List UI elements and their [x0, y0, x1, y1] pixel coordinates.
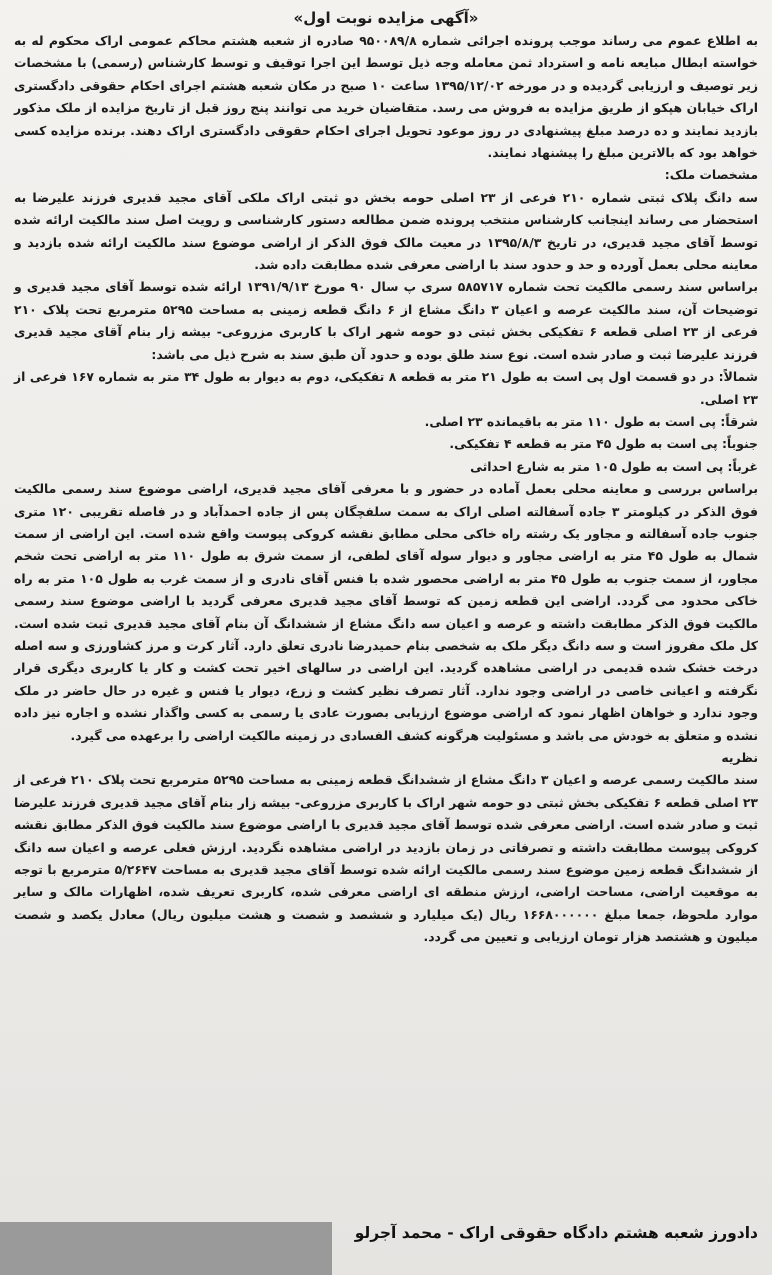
signature: دادورز شعبه هشتم دادگاه حقوقی اراک - محمد آجرلو	[354, 1224, 758, 1242]
footer	[0, 1222, 772, 1275]
boundary-west: غرباً: پی است به طول ۱۰۵ متر به شارع احداثی	[470, 458, 758, 474]
site-inspection-paragraph: براساس بررسی و معاینه محلی بعمل آماده در حضور و با معرفی آقای مجید قدیری، اراضی موضوع سند رسمی مالکیت فوق الذکر در کیلومتر ۳ جاده آسفالته اصلی اراک به سمت سلفچگان پس از جاده احمدآباد و در فاصله تقریبی ۱۲۰ متری جنوب جاده آسفالته و مجاور یک رشته راه خاکی محلی مطابق نقشه کروکی پیوست واقع شده است. این اراضی از سمت شمال به طول ۴۵ متر به اراضی مجاور و دیوار سوله آقای لطفی، از سمت شرق به طول ۱۱۰ متر به اراضی تحت شخم مجاور، از سمت جنوب به طول ۴۵ متر به اراضی محصور شده با فنس آقای نادری و از سمت غرب به طول ۱۰۵ متر به راه خاکی محدود می گردد. اراضی این قطعه زمین که توسط آقای مجید قدیری معرفی گردید با اراضی موضوع سند رسمی مالکیت فوق الذکر مطابقت داشته و عرصه و اعیان سه دانگ مشاع از ششدانگ آن بنام آقای مجید قدیری ثبت شده است. کل ملک مفروز است و سه دانگ دیگر ملک به شخصی بنام حمیدرضا نادری تعلق دارد. آثار کرت و مرز کشاورزی و سه اصله درخت خشک شده قدیمی در اراضی مشاهده گردید. این اراضی در سالهای اخیر تحت کشت و کار یا کاربری دیگری قرار نگرفته و اعیانی خاصی در اراضی وجود ندارد. آثار تصرف نظیر کشت و زرع، دیوار یا فنس و غیره در حال حاضر در ملک وجود ندارد و خواهان اظهار نمود که اراضی موضوع ارزیابی بصورت عادی یا رسمی به کسی واگذار نشده و اجاره نیز داده نشده و متعلق به خودش می باشد و مسئولیت هرگونه کشف الفسادی در زمینه مالکیت اراضی را برعهده می گیرد.	[14, 481, 758, 743]
property-specs-heading: مشخصات ملک:	[664, 167, 758, 183]
opinion-paragraph: سند مالکیت رسمی عرصه و اعیان ۳ دانگ مشاع از ششدانگ قطعه زمینی به مساحت ۵۲۹۵ مترمربع تحت پلاک ۲۱۰ فرعی از ۲۳ اصلی قطعه ۶ تفکیکی بخش ثبتی دو حومه شهر اراک با کاربری مزروعی- بیشه زار بنام آقای مجید قدیری فرزند علیرضا ثبت و صادر شده است. اراضی معرفی شده توسط آقای مجید قدیری با اراضی موضوع سند مالکیت فوق الذکر مطابق نقشه کروکی پیوست مطابقت داشته و تصرفاتی در زمان بازدید در اراضی مشاهده نگردید. ارزش فعلی عرصه و اعیان سه دانگ از ششدانگ قطعه زمین موضوع سند رسمی مالکیت ارائه شده توسط آقای مجید قدیری به مساحت ۵/۲۶۴۷ مترمربع با توجه به موقعیت اراضی، مساحت اراضی، ارزش منطقه ای اراضی معرفی شده، کاربری تعریف شده، اظهارات مالک و سایر موارد ملحوظ، جمعا مبلغ ۱۶۶۸۰۰۰۰۰۰ ریال (یک میلیارد و ششصد و شصت و هشت میلیون ریال) معادل یکصد و شصت میلیون و هشتصد هزار تومان ارزیابی و تعیین می گردد.	[14, 772, 759, 945]
boundary-north: شمالاً: در دو قسمت اول پی است به طول ۲۱ متر به قطعه ۸ تفکیکی، دوم به دیوار به طول ۳۴ متر به شماره ۱۶۷ فرعی از ۲۳ اصلی.	[14, 369, 758, 407]
notice-body	[14, 6, 758, 949]
notice-title: «آگهی مزایده نوبت اول»	[293, 9, 479, 27]
intro-paragraph: به اطلاع عموم می رساند موجب پرونده اجرائی شماره ۹۵۰۰۸۹/۸ صادره از شعبه هشتم محاکم عمومی اراک محکوم له به خواسته ابطال مبایعه نامه و استرداد ثمن معامله وجه ذیل توسط این اجرا توقیف و توسط کارشناس (رسمی) با مشخصات زیر توصیف و ارزیابی گردیده و در مورخه ۱۳۹۵/۱۲/۰۲ ساعت ۱۰ صبح در مکان شعبه هشتم اجرای احکام حقوقی دادگستری اراک خیابان هپکو از طریق مزایده به فروش می رسد. متقاضیان خرید می توانند پنج روز قبل از تاریخ مزایده از ملک مذکور بازدید نمایند و ده درصد مبلغ پیشنهادی در روز موعود تحویل اجرای احکام حقوقی دادگستری اراک دهند. برنده مزایده کسی خواهد بود که بالاترین مبلغ را پیشنهاد نمایند.	[14, 33, 758, 161]
gray-strip	[0, 1222, 332, 1275]
boundary-east: شرقاً: پی است به طول ۱۱۰ متر به باقیمانده ۲۳ اصلی.	[424, 413, 758, 429]
expert-report-paragraph: سه دانگ پلاک ثبتی شماره ۲۱۰ فرعی از ۲۳ اصلی حومه بخش دو ثبتی اراک ملکی آقای مجید قدیری فرزند علیرضا به استحضار می رساند اینجانب کارشناس منتخب پرونده ضمن مطالعه دستور کارشناسی و رویت اصل سند مالکیت ارائه شده توسط آقای مجید قدیری، در تاریخ ۱۳۹۵/۸/۳ در معیت مالک فوق الذکر از اراضی موضوع سند مالکیت ارائه شده بازدید و معاینه محلی بعمل آورده و حد و حدود سند با اراضی معرفی شده مطابقت داده شد.	[14, 189, 758, 273]
boundary-south: جنوباً: پی است به طول ۴۵ متر به قطعه ۴ تفکیکی.	[449, 436, 758, 452]
deed-paragraph: براساس سند رسمی مالکیت تحت شماره ۵۸۵۷۱۷ سری پ سال ۹۰ مورخ ۱۳۹۱/۹/۱۳ ارائه شده توسط آقای مجید قدیری و توضیحات آن، سند مالکیت عرصه و اعیان ۳ دانگ مشاع از ۶ دانگ قطعه زمینی به مساحت ۵۲۹۵ مترمربع تحت پلاک ۲۱۰ فرعی از ۲۳ اصلی قطعه ۶ تفکیکی بخش ثبتی دو حومه شهر اراک با کاربری مزروعی- بیشه زار بنام آقای مجید قدیری فرزند علیرضا ثبت و صادر شده است. نوع سند طلق بوده و حدود آن طبق سند به شرح ذیل می باشد:	[14, 279, 759, 362]
opinion-heading: نظریه	[721, 750, 758, 765]
